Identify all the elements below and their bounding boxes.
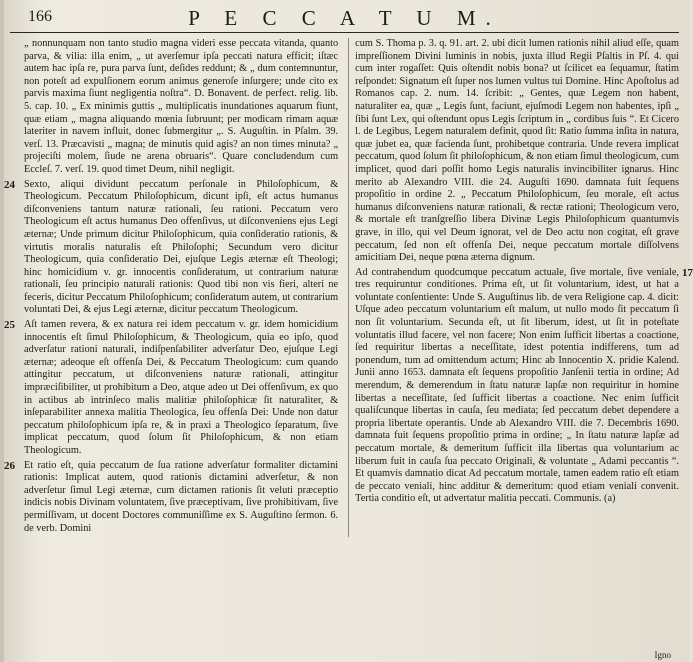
paragraph <box>4 178 339 318</box>
text-columns <box>4 38 693 537</box>
paragraph-number: 26 <box>4 459 15 472</box>
paragraph-number: 24 <box>4 178 15 191</box>
paragraph-text: Aſt tamen revera, & ex natura rei idem peccatum v. gr. idem homicidium innocentis eſt ſimul Philoſophicum, & Theologicum, quia eo ipſo, quod adverſatur rationi naturali, indiſpenſabiliter adverſatur Deo, ejuſque Legi æternæ; adeoque eſt offenſa Dei, & Peccatum Theologicum: cum quando attingitur peccatum, ut diſconveniens naturæ rationali, attingitur impræciſibiliter, ut prohibitum a Deo, atque adeo ut Dei offenſivum, ex quo in actibus ab intrinſeco malis malitiæ philoſophicæ ſit naturaliter, & inſeparabiliter annexa malitia Theologica, ſeu offenſa Dei: Unde non datur peccatum philoſophicum ipſa re, & in praxi a Theologico ſeparatum, ſive implicat peccatum, quod ſolum ſit Philoſophicum, & non etiam Theologicum. <box>24 319 339 456</box>
paragraph-text: Et ratio eſt, quia peccatum de ſua ratione adverſatur formaliter dictamini rationis: Implicat autem, quod rationis dictamini adverſetur, & non adverſetur ſimul Legi æternæ, cum dictamen rationis ſit veluti præceptio indicis nobis Divinam voluntatem, ſive præceptivam, ſive prohibitivam, ſive permiſſivam, ut docent Doctores communiſſime ex S. Auguſtino ſermon. 6. de verb. Domini <box>24 459 339 534</box>
paragraph-text: Ad contrahendum quodcumque peccatum actuale, ſive mortale, ſive veniale, tres requiruntur conditiones. Prima eſt, ut ſit voluntarium, idest, ut hat a voluntate conſentiente: Unde S. Auguſtinus lib. de vera Religione cap. 4. dicit: Uſque adeo peccatum voluntarium eſt malum, ut nullo modo ſit peccatum ſi non ſit voluntarium. Secunda eſt, ut ſit liberum, idest, ut ſit in poteſtate voluntatis illud facere, vel non facere; Non enim ſufficit libertas a coactione, ſed requiritur libertas a neceſſitate, idest potentia indifferens, tum ad ponendum, tum ad omittendum actum; Hinc ab Innocentio X. pridie Kalend. Junii anno 1653. damnata eſt ſequens propoſitio Janſenii tertia in ordine; Ad merendum, & demerendum in ſtatu naturæ lapſæ non requiritur in homine libertas a neceſſitate, ſed ſufficit libertas a coactione. Nec enim ſufficit qualiſcunque libertas in cauſa, ſeu mediata; ſed peccatum debet dependere a propria libertate operantis. Unde ab Alexandro VIII. die 7. Decembris 1690. damnata fuit ſequens propoſitio prima in ordine; „ In ſtatu naturæ lapſæ ad peccatum mortale, & demeritum ſufficit illa libertas qua voluntarium ac liberum fuit in cauſa ſua peccato Originali, & voluntate „ Adami peccantis “. Et quamvis damnatio dicat Ad peccatum mortale, tamen eadem ratio eſt etiam de peccato veniali, hinc additur & demeritum: quod etiam veniali convenit. Tertia conditio eſt, ut advertatur malitia peccati. Communis. (a) <box>355 266 679 505</box>
paragraph-text: cum S. Thoma p. 3. q. 91. art. 2. ubi dicit lumen rationis nihil aliud eſſe, quam impreſſionem Divini luminis in nobis, juxta illud Regii Pſaltis in Pſ. 4. qui cum inter rogaſſet: Quis oſtendit nobis bona? ut ſcilicet ea ſequamur, ſtatim reſpondet: Signatum eſt ſuper nos lumen vultus tui Domine. Hinc Apoſtolus ad Romanos cap. 2. num. 14. ſcribit: „ Gentes, quæ Legem non habent, naturaliter ea, quæ „ Legis ſunt, faciunt, ejuſmodi Legem non habentes, ipſi „ ſibi ſunt Lex, qui oſtendunt opus Legis ſcriptum in „ cordibus ſuis “. Et Cicero l. de Legibus, Legem naturalem definit, quod ſit: Ratio ſumma inſita in natura, quæ jubet ea, quæ facienda ſunt, prohibetque contraria. Unde revera implicat peccatum, quod ſolum ſit philoſophicum, & non etiam ſimul theologicum, cum implicet, quod dari poſſit homo Legis naturalis invincibiliter ignarus. Hinc merito ab Alexandro VIII. die 24. Auguſti 1690. damnata fuit ſequens propoſitio in ordine 2. „ Peccatum Philoſophicum, ſeu morale, eſt actus humanus diſconveniens naturæ rationali, & rectæ rationi; Theologicum vero, & mortale eſt tranſgreſſio libera Divinæ Legis Philoſophicum quantumvis grave, in illo, qui vel Deum ignorat, vel de Deo actu non cogitat, eſt grave peccatum, ſed non eſt offenſa Dei, neque peccatum mortale diſſolvens amicitiam Dei, neque pœna æterna dignum. <box>355 38 679 264</box>
paragraph <box>355 266 693 506</box>
running-head: P E C C A T U M. <box>188 6 501 30</box>
page-number: 166 <box>28 8 52 25</box>
left-column <box>4 38 339 537</box>
paragraph-number: 25 <box>4 319 15 332</box>
page-header <box>10 6 679 33</box>
paragraph <box>355 38 679 265</box>
page-footer <box>0 650 689 660</box>
catchword: Igno <box>654 650 671 660</box>
paragraph-number: 17 <box>682 266 693 279</box>
right-column <box>348 38 693 537</box>
paragraph <box>24 38 338 177</box>
paragraph-text: Sexto, aliqui dividunt peccatum perſonale in Philoſophicum, & Theologicum. Peccatum Philoſophicum, dicunt ipſi, eſt actus humanus diſconveniens tantum naturæ rationali, ſeu rationi. Peccatum vero Theologicum eſt actus humanus Deo offenſivus, ut diſconveniens ejus Legi æternæ; Unde primum dicitur Philoſophicum, quia conſideratio rationis, & virtutis moralis naturalis eſt Philoſophi; Secundum vero dicitur Theologicum, quia conſideratio Dei, ejuſque Legis æternæ eſt Theologi; hinc homicidium v. gr. innocentis conſideratum, ut contrarium naturæ rationali, ſeu principio naturali rationis: Quod tibi non vis fieri, alteri ne feceris, dicitur Peccatum Philoſophicum; conſideratum autem, ut contrarium voluntati Dei, & ejus Legi æternæ, dicitur peccatum Theologicum. <box>24 178 339 316</box>
paragraph <box>4 459 339 536</box>
paragraph <box>4 319 339 458</box>
paragraph-text: „ nonnunquam non tanto studio magna videri esse peccata vitanda, quanto parva, & vilia: illa enim, „ ut averſemur ipſa peccati natura efficit; iſtæc autem hac ipſa re, pura parva ſunt, deſides reddunt; & „ dum contemnuntur, non poteſt ad expulſionem eorum animus generoſe inſurgere; unde cito ex parvis maxima ſiunt negligentia noſtra“. D. Bonavent. de perfect. relig. lib. 5. cap. 10. „ Ex minimis guttis „ multiplicatis inundationes aquarum fiunt, quæ etiam „ magna aliquando mœnia ſubruunt; per modicam rimam aquæ lateriter in navem influit, donec ſubmergitur „. S. Auguſtin. in Pſalm. 39. verſ. 13. Præcavisti „ magna; de minutis quid agis? an non times minuta? „ projeciſti molem, ſiude ne arena obruaris“. Quare concludendum cum Eccleſ. 7. verſ. 19. quod timet Deum, nihil negligit. <box>24 38 339 175</box>
